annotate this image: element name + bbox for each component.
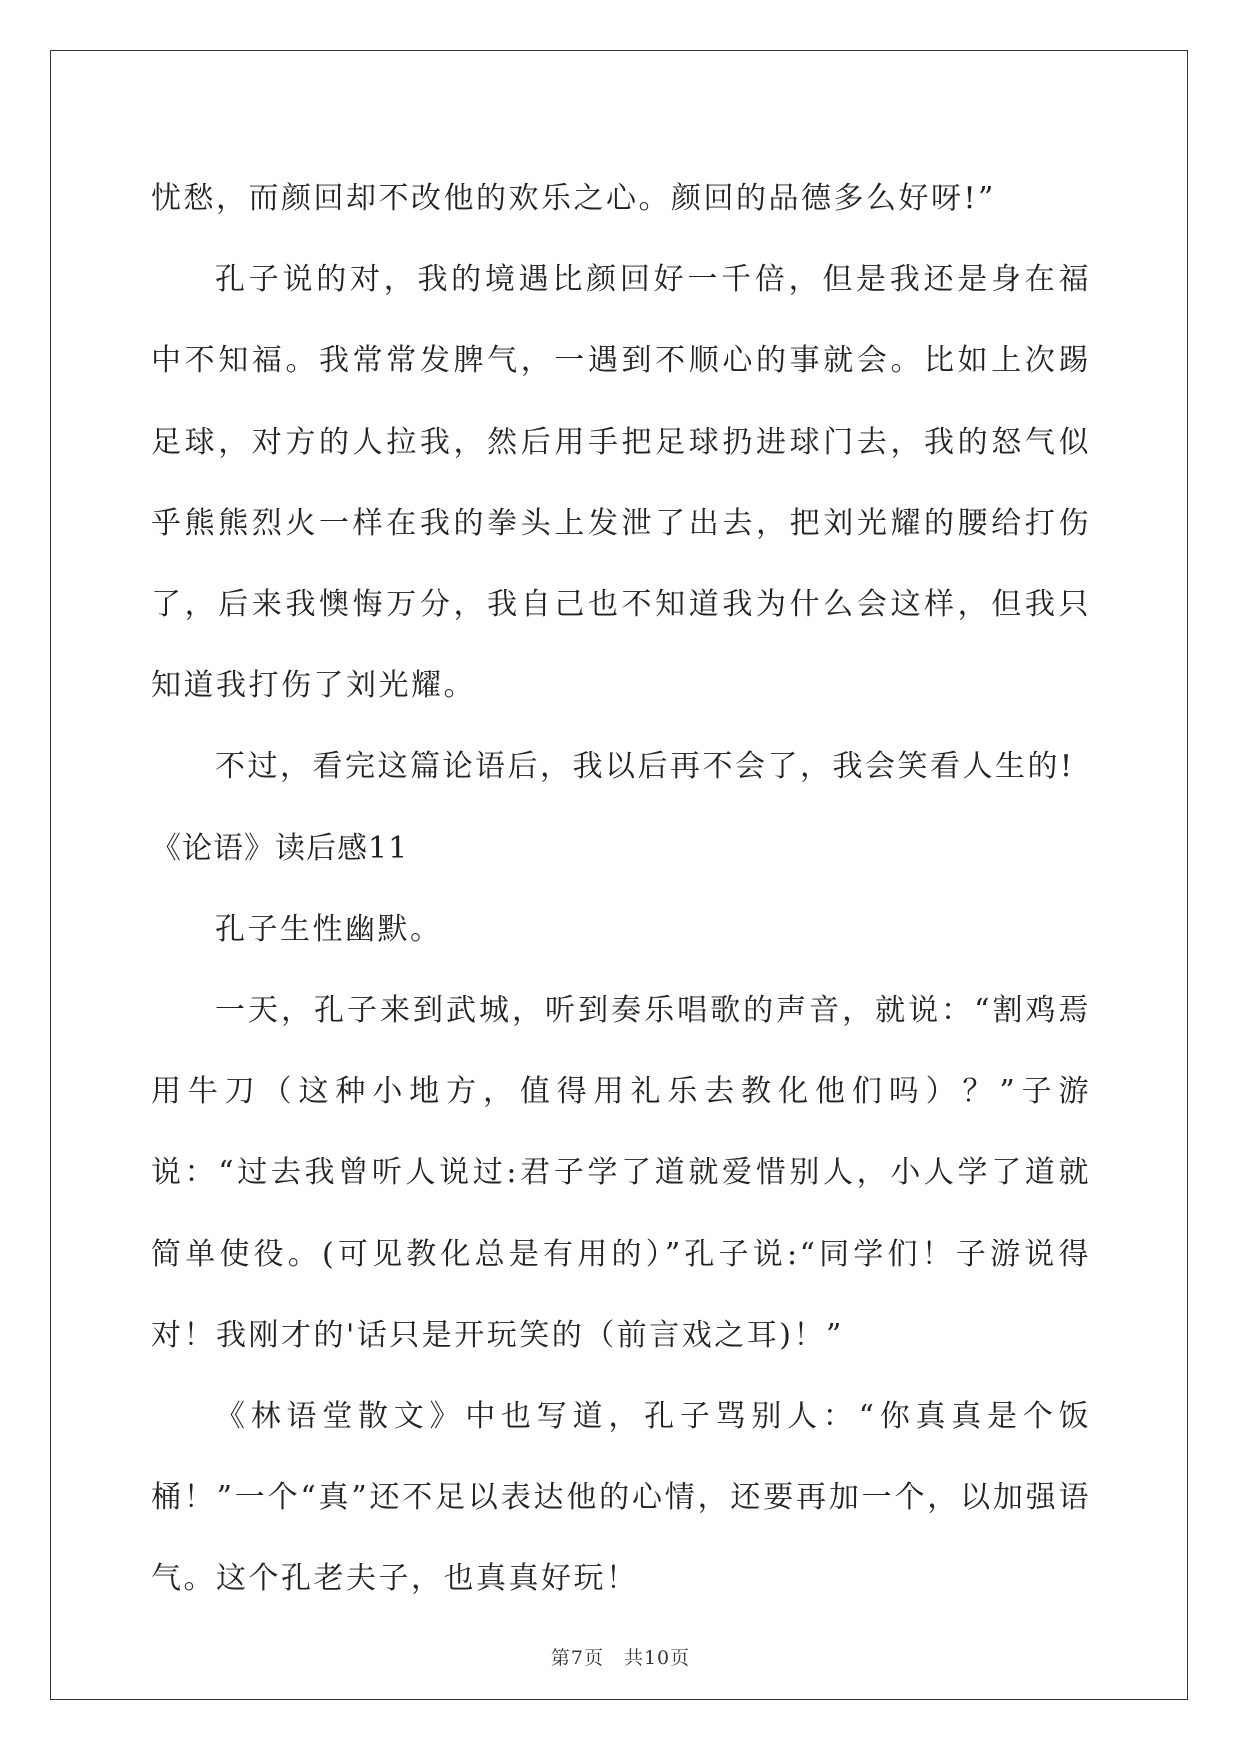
paragraph: 《林语堂散文》中也写道，孔子骂别人：“你真真是个饭桶！”一个“真”还不足以表达他的心情，还要再加一个，以加强语气。这个孔老夫子，也真真好玩！	[151, 1399, 1091, 1597]
paragraph: 不过，看完这篇论语后，我以后再不会了，我会笑看人生的!	[215, 749, 1075, 785]
paragraph: 忧愁，而颜回却不改他的欢乐之心。颜回的品德多么好呀!”	[151, 181, 996, 216]
paragraph: 孔子说的对，我的境遇比颜回好一千倍，但是我还是身在福中不知福。我常常发脾气，一遇到不顺心的事就会。比如上次踢足球，对方的人拉我，然后用手把足球扔进球门去，我的怒气似乎熊熊烈火一样在我的拳头上发泄了出去，把刘光耀的腰给打伤了，后来我懊悔万分，我自己也不知道我为什么会这样，但我只知道我打伤了刘光耀。	[151, 262, 1091, 704]
document-body	[151, 158, 1091, 1620]
page-number-footer: 第7页 共10页	[550, 1647, 691, 1669]
section-heading: 《论语》读后感11	[151, 830, 409, 866]
paragraph: 一天，孔子来到武城，听到奏乐唱歌的声音，就说：“割鸡焉用牛刀（这种小地方，值得用礼乐去教化他们吗）？”子游说：“过去我曾听人说过:君子学了道就爱惜别人，小人学了道就简单使役。(可见教化总是有用的）”孔子说:“同学们！子游说得对！我刚才的'话只是开玩笑的（前言戏之耳)！”	[151, 993, 1091, 1353]
paragraph: 孔子生性幽默。	[215, 911, 443, 947]
